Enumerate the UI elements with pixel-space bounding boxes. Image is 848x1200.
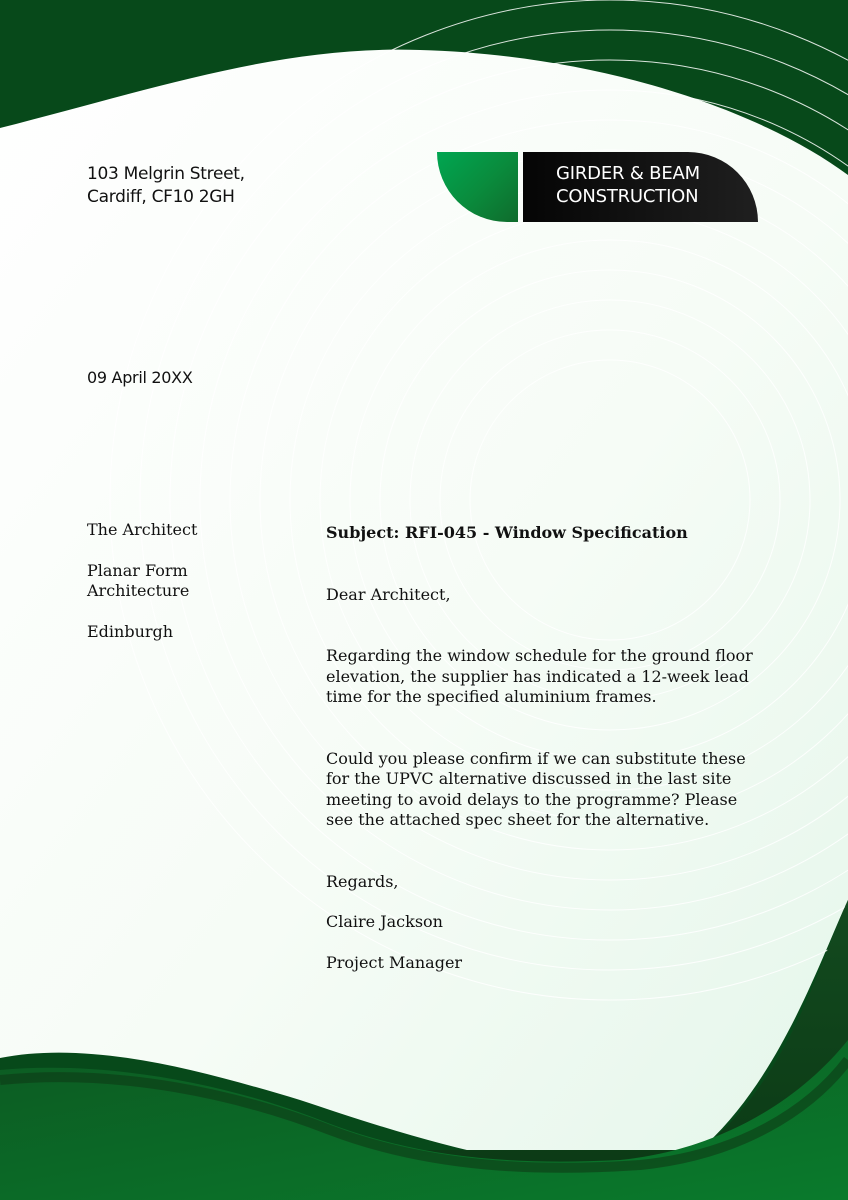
company-name <box>556 162 700 208</box>
body-paragraph-2: Could you please confirm if we can substitute these for the UPVC alternative discussed in the last site meeting to avoid delays to the programme? Please see the attached spec sheet for the alternative. <box>326 748 746 829</box>
company-name-line-1: GIRDER & BEAM <box>556 163 700 184</box>
recipient-city: Edinburgh <box>87 622 174 641</box>
company-logo <box>523 152 758 222</box>
recipient-block <box>87 520 287 663</box>
letter-body <box>326 523 766 973</box>
signatory-name: Claire Jackson <box>326 912 443 931</box>
company-address <box>87 163 245 209</box>
company-name-line-2: CONSTRUCTION <box>556 186 699 207</box>
letter-subject: Subject: RFI-045 - Window Specification <box>326 523 688 542</box>
address-line-1: 103 Melgrin Street, <box>87 164 245 184</box>
signatory-title: Project Manager <box>326 952 463 972</box>
recipient-company: Planar Form Architecture <box>87 561 190 600</box>
letter-date: 09 April 20XX <box>87 368 193 387</box>
recipient-name: The Architect <box>87 520 198 539</box>
closing: Regards, <box>326 871 399 891</box>
address-line-2: Cardiff, CF10 2GH <box>87 187 235 207</box>
salutation: Dear Architect, <box>326 584 451 604</box>
body-paragraph-1: Regarding the window schedule for the ground floor elevation, the supplier has indicated a 12-week lead time for the specified aluminium frames. <box>326 646 753 706</box>
